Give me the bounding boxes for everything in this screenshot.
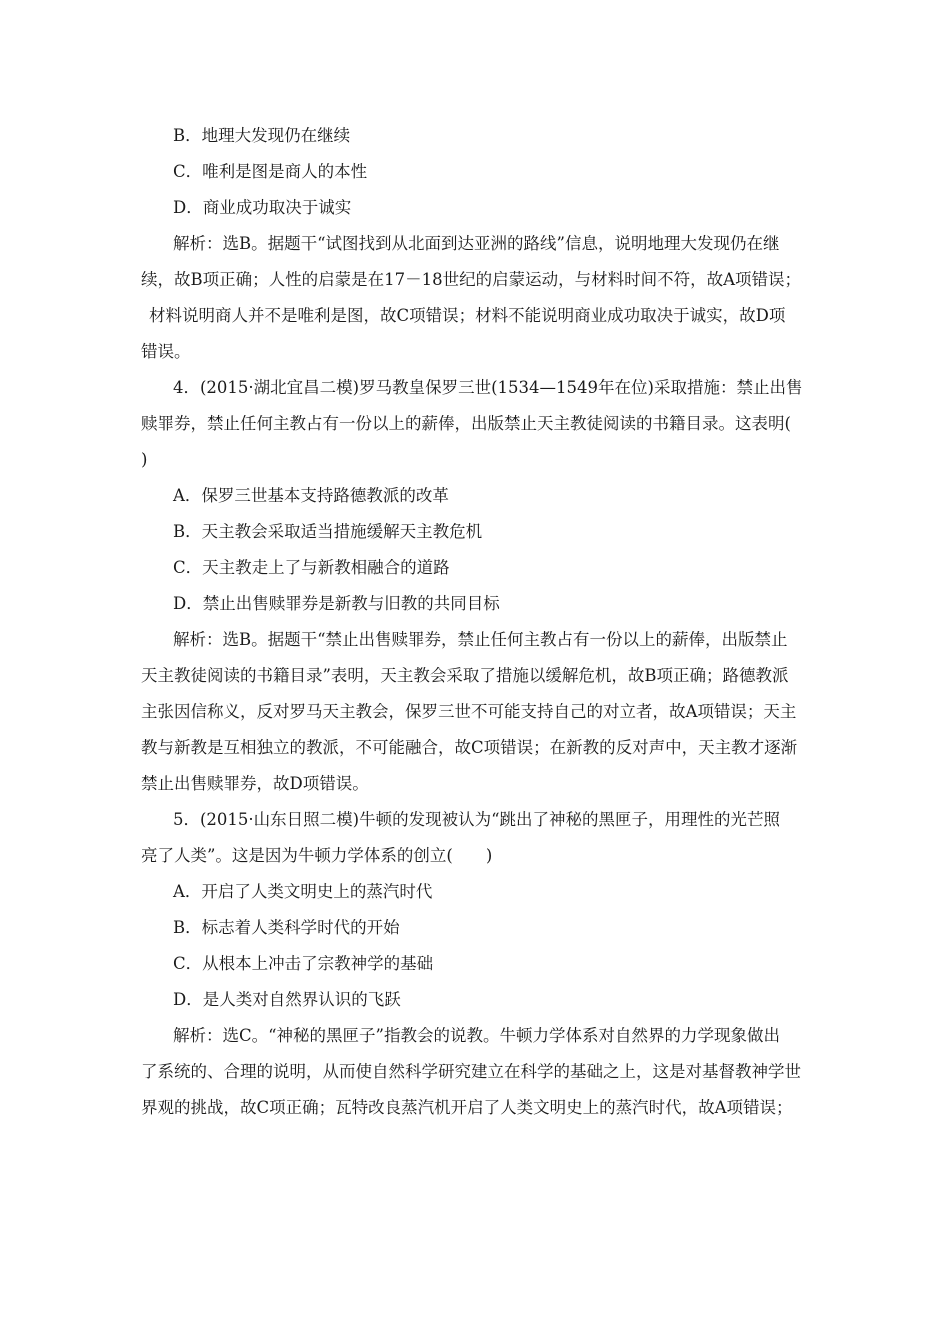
q5-option-c: C．从根本上冲击了宗教神学的基础 bbox=[173, 954, 434, 973]
q5-stem bbox=[141, 802, 813, 874]
q3-analysis bbox=[141, 226, 813, 370]
q4-analysis bbox=[141, 622, 813, 802]
q5-analysis bbox=[141, 1018, 813, 1126]
analysis-line: 禁止出售赎罪券，故D项错误。 bbox=[141, 774, 369, 793]
analysis-line: 解析：选B。据题干“禁止出售赎罪券，禁止任何主教占有一份以上的薪俸，出版禁止 bbox=[173, 630, 788, 649]
analysis-line: 教与新教是互相独立的教派，不可能融合，故C项错误；在新教的反对声中，天主教才逐渐 bbox=[141, 738, 798, 757]
q4-option-a: A．保罗三世基本支持路德教派的改革 bbox=[173, 486, 449, 505]
stem-line: 亮了人类”。这是因为牛顿力学体系的创立( ) bbox=[141, 846, 493, 865]
stem-line: 4．(2015·湖北宜昌二模)罗马教皇保罗三世(1534—1549年在位)采取措施：禁止出售 bbox=[173, 378, 803, 397]
q5-option-a: A．开启了人类文明史上的蒸汽时代 bbox=[173, 882, 433, 901]
stem-line: ) bbox=[141, 450, 148, 469]
q4-option-b: B．天主教会采取适当措施缓解天主教危机 bbox=[173, 522, 483, 541]
analysis-line: 天主教徒阅读的书籍目录”表明，天主教会采取了措施以缓解危机，故B项正确；路德教派 bbox=[141, 666, 789, 685]
analysis-line: 材料说明商人并不是唯利是图，故C项错误；材料不能说明商业成功取决于诚实，故D项 bbox=[149, 306, 786, 325]
stem-line: 5．(2015·山东日照二模)牛顿的发现被认为“跳出了神秘的黑匣子，用理性的光芒照 bbox=[173, 810, 781, 829]
stem-line: 赎罪券，禁止任何主教占有一份以上的薪俸，出版禁止天主教徒阅读的书籍目录。这表明( bbox=[141, 414, 791, 433]
q3-option-b: B．地理大发现仍在继续 bbox=[173, 126, 351, 145]
q4-option-c: C．天主教走上了与新教相融合的道路 bbox=[173, 558, 450, 577]
analysis-line: 主张因信称义，反对罗马天主教会，保罗三世不可能支持自己的对立者，故A项错误；天主 bbox=[141, 702, 797, 721]
q4-stem bbox=[141, 370, 813, 478]
q5-option-b: B．标志着人类科学时代的开始 bbox=[173, 918, 400, 937]
q3-option-c: C．唯利是图是商人的本性 bbox=[173, 162, 368, 181]
analysis-line: 解析：选B。据题干“试图找到从北面到达亚洲的路线”信息，说明地理大发现仍在继 bbox=[173, 234, 780, 253]
question-5 bbox=[141, 802, 813, 1126]
q4-option-d: D．禁止出售赎罪券是新教与旧教的共同目标 bbox=[173, 594, 500, 613]
analysis-line: 界观的挑战，故C项正确；瓦特改良蒸汽机开启了人类文明史上的蒸汽时代，故A项错误； bbox=[141, 1098, 793, 1117]
question-4 bbox=[141, 370, 813, 802]
analysis-line: 了系统的、合理的说明，从而使自然科学研究建立在科学的基础之上，这是对基督教神学世 bbox=[141, 1062, 801, 1081]
page-content bbox=[141, 118, 813, 1126]
question-3 bbox=[141, 118, 813, 370]
analysis-line: 错误。 bbox=[141, 342, 191, 361]
q5-option-d: D．是人类对自然界认识的飞跃 bbox=[173, 990, 401, 1009]
analysis-line: 解析：选C。“神秘的黑匣子”指教会的说教。牛顿力学体系对自然界的力学现象做出 bbox=[173, 1026, 780, 1045]
q3-option-d: D．商业成功取决于诚实 bbox=[173, 198, 352, 217]
analysis-line: 续，故B项正确；人性的启蒙是在17－18世纪的启蒙运动，与材料时间不符，故A项错误； bbox=[141, 270, 802, 289]
